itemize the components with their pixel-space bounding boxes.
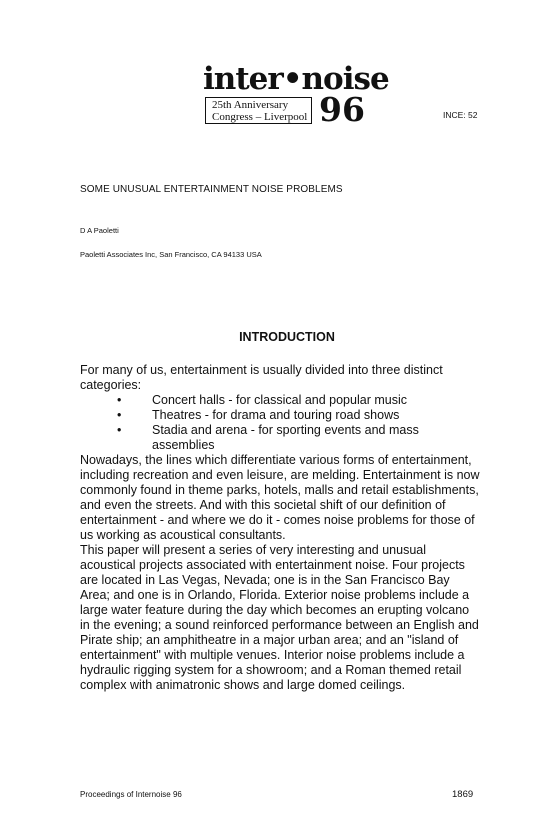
footer-proceedings: Proceedings of Internoise 96 <box>80 790 182 799</box>
logo-wordmark: inter•noise <box>203 61 389 97</box>
intro-paragraph: For many of us, entertainment is usually divided into three distinct categories: <box>80 363 443 392</box>
list-item-text: Theatres - for drama and touring road shows <box>152 408 400 422</box>
paragraph: Nowadays, the lines which differentiate various forms of entertainment, including recreation and even leisure, are melding. Entertainment is now commonly found in theme parks, hotels, malls and retail establishments, and even the streets. And with this societal shift of our definition of entertainment - and where we do it - comes noise problems for those of us working as acoustical consultants. <box>80 453 480 542</box>
logo-anniversary-line: 25th Anniversary <box>212 99 289 111</box>
conference-logo <box>203 61 389 129</box>
list-item-text: Stadia and arena - for sporting events and mass assemblies <box>152 423 419 452</box>
ince-code: INCE: 52 <box>443 110 478 120</box>
list-item <box>80 408 480 423</box>
category-list <box>80 393 480 453</box>
bullet-icon: • <box>117 393 122 407</box>
author: D A Paoletti <box>80 226 119 235</box>
body-text <box>80 363 480 693</box>
list-item <box>80 423 480 453</box>
list-item <box>80 393 480 408</box>
affiliation: Paoletti Associates Inc, San Francisco, CA 94133 USA <box>80 250 262 259</box>
paper-title: SOME UNUSUAL ENTERTAINMENT NOISE PROBLEMS <box>80 184 343 195</box>
bullet-icon: • <box>117 408 122 422</box>
logo-year: 96 <box>319 90 365 129</box>
paragraph: This paper will present a series of very interesting and unusual acoustical projects associated with entertainment noise. Four projects are located in Las Vegas, Nevada; one is in the San Francisco Bay Area; and one is in Orlando, Florida. Exterior noise problems include a large water feature during the day which becomes an erupting volcano in the evening; a sound reinforced performance between an English and Pirate ship; an amphitheatre in a major urban area; and an "island of entertainment" with multiple venues. Interior noise problems include a hydraulic rigging system for a showroom; and a Roman themed retail complex with animatronic shows and large domed ceilings. <box>80 543 479 692</box>
logo-anniversary-box <box>205 97 312 124</box>
logo-congress-line: Congress – Liverpool <box>212 111 308 123</box>
section-heading: INTRODUCTION <box>239 330 335 344</box>
page-number: 1869 <box>452 789 474 800</box>
bullet-icon: • <box>117 423 122 437</box>
list-item-text: Concert halls - for classical and popular music <box>152 393 407 407</box>
